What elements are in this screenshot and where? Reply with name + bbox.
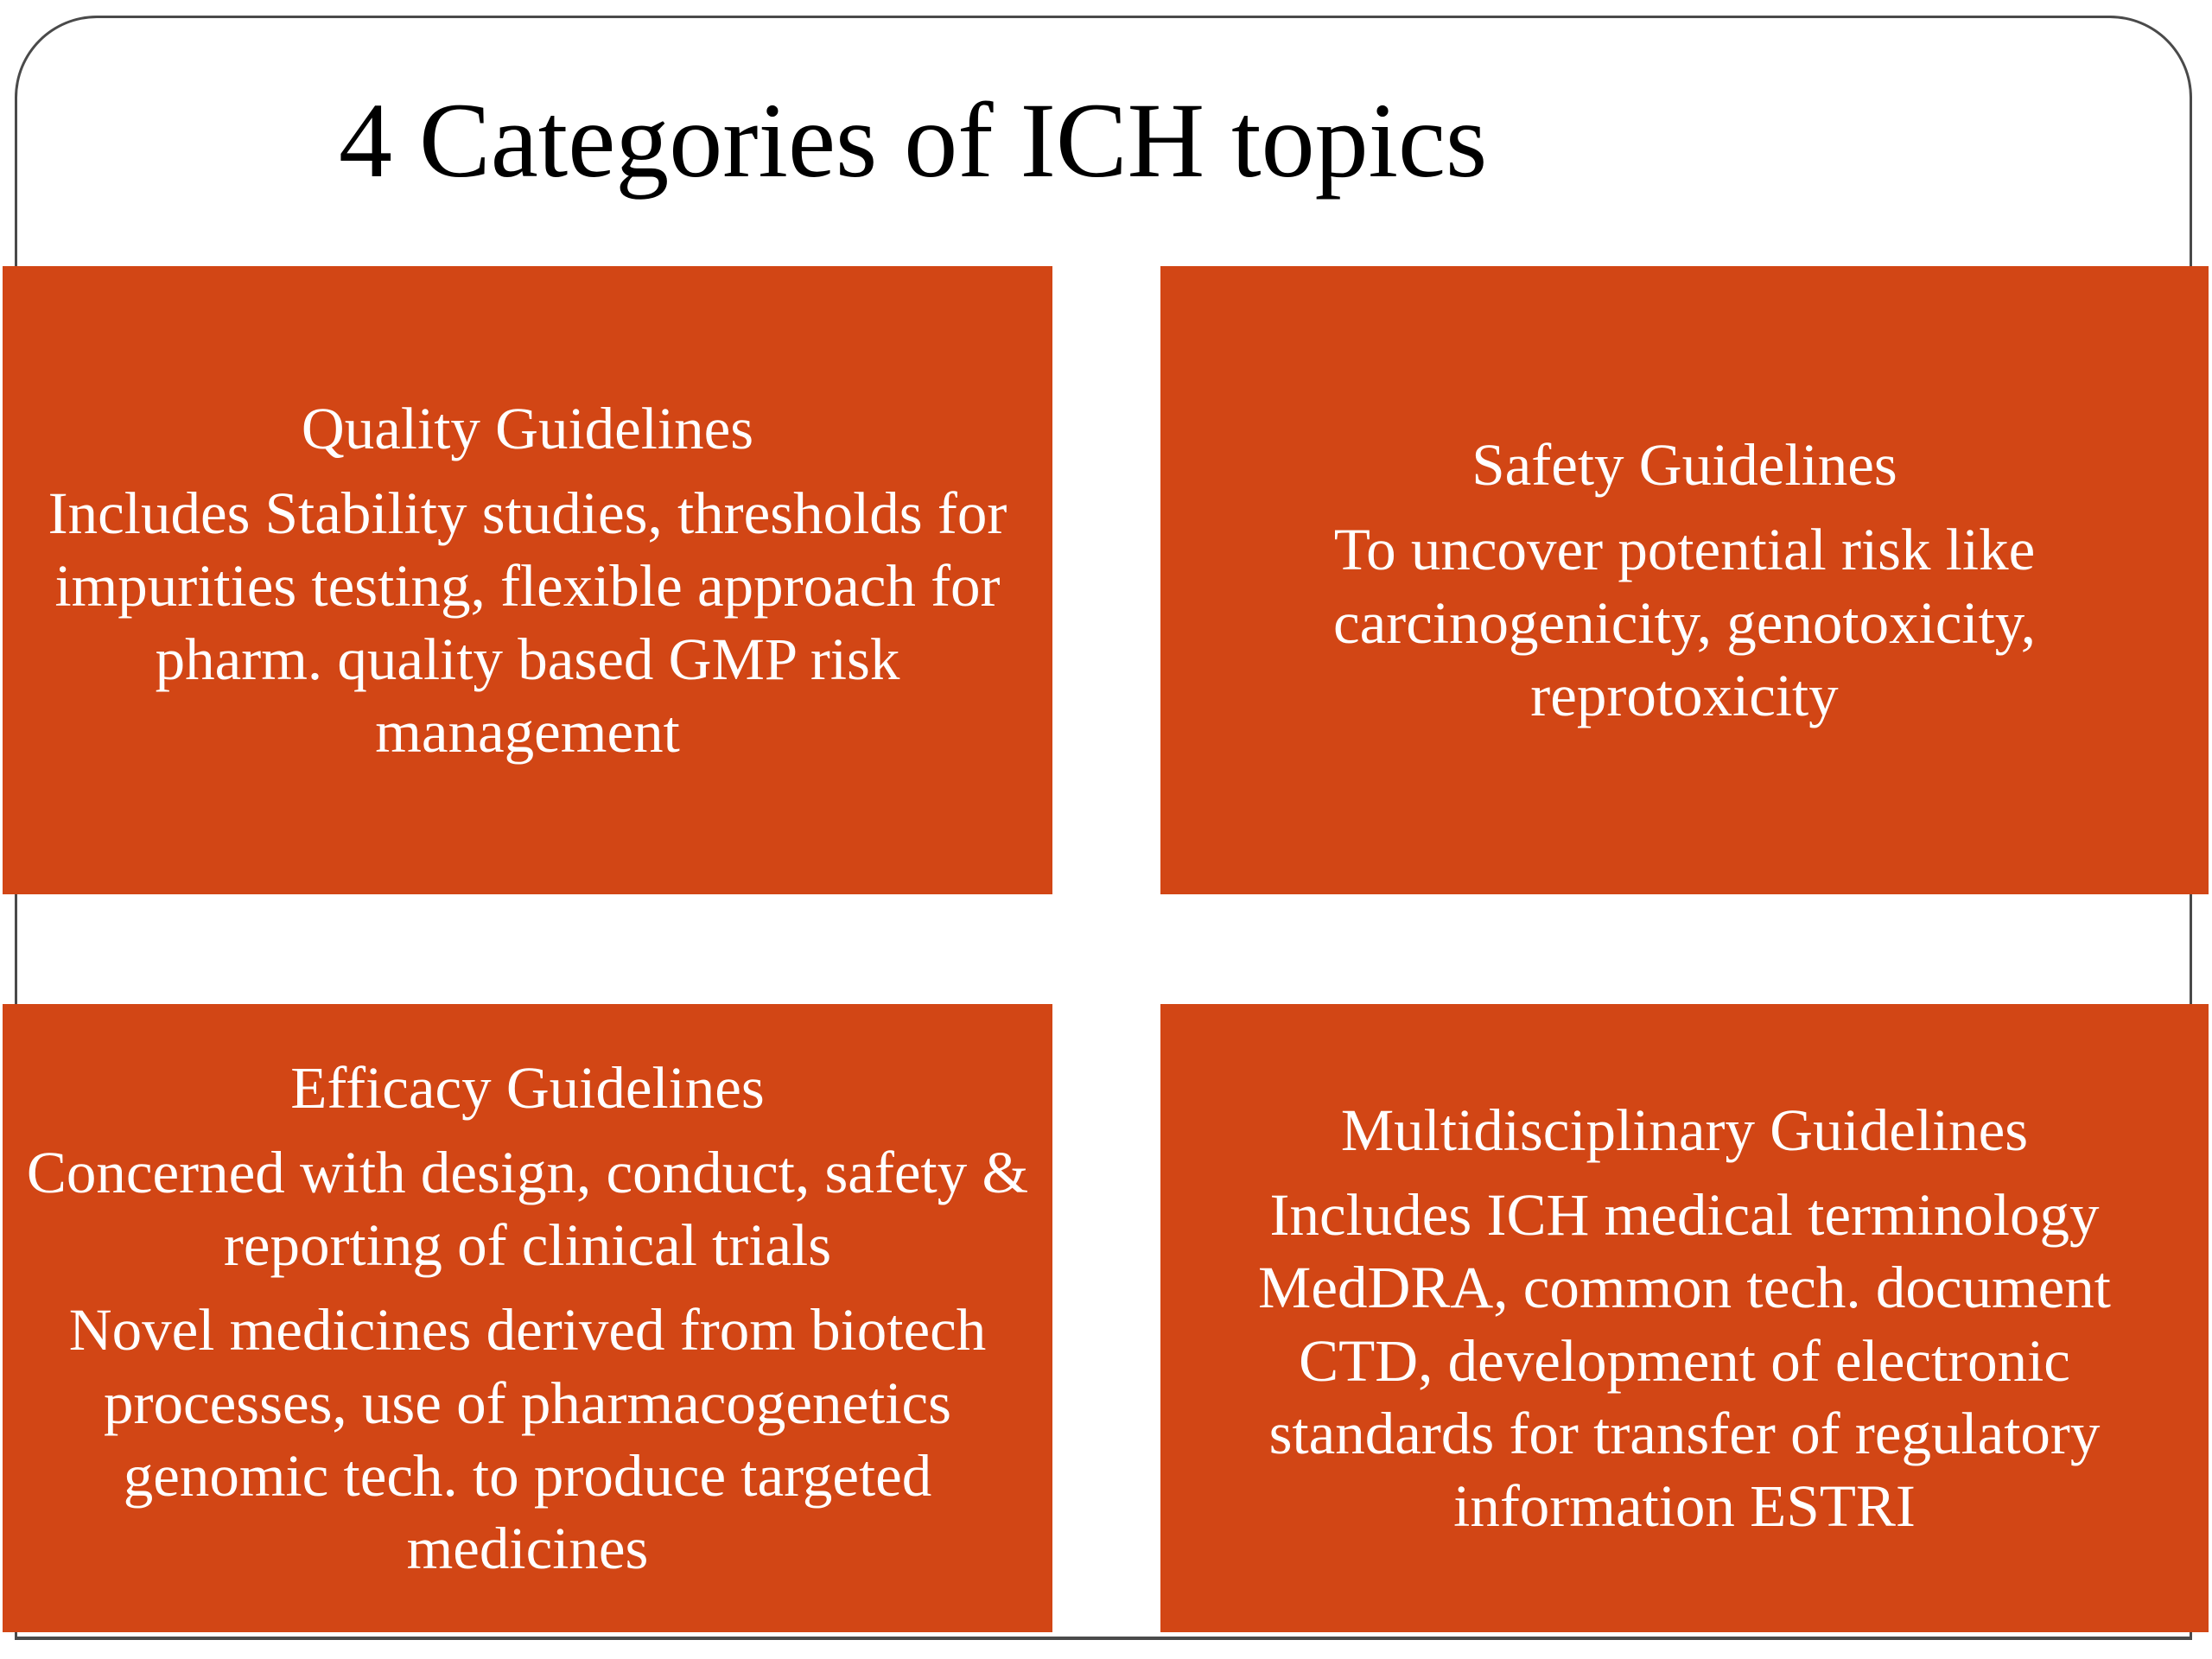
slide-title: 4 Categories of ICH topics <box>339 81 1488 200</box>
safety-guidelines-box <box>1160 266 2209 894</box>
quality-guidelines-description: Includes Stability studies, thresholds for impurities testing, flexible approach for pharm. quality based GMP risk management <box>48 480 1007 765</box>
efficacy-guidelines-description-1: Concerned with design, conduct, safety & reporting of clinical trials <box>26 1140 1029 1279</box>
efficacy-guidelines-heading: Efficacy Guidelines <box>290 1054 765 1121</box>
multidisciplinary-guidelines-heading: Multidisciplinary Guidelines <box>1340 1096 2029 1163</box>
safety-guidelines-heading: Safety Guidelines <box>1471 432 1897 499</box>
multidisciplinary-guidelines-description: Includes ICH medical terminology MedDRA, common tech. document CTD, development of electronic standards for transfer of regulatory information ESTRI <box>1258 1182 2111 1539</box>
efficacy-guidelines-description-2: Novel medicines derived from biotech processes, use of pharmacogenetics genomic tech. to produce targeted medicines <box>68 1297 987 1581</box>
multidisciplinary-guidelines-box <box>1160 1004 2209 1632</box>
quality-guidelines-heading: Quality Guidelines <box>301 396 754 462</box>
quality-guidelines-box <box>3 266 1052 894</box>
efficacy-guidelines-box <box>3 1004 1052 1632</box>
safety-guidelines-description: To uncover potential risk like carcinogenicity, genotoxicity, reprotoxicity <box>1332 517 2036 728</box>
